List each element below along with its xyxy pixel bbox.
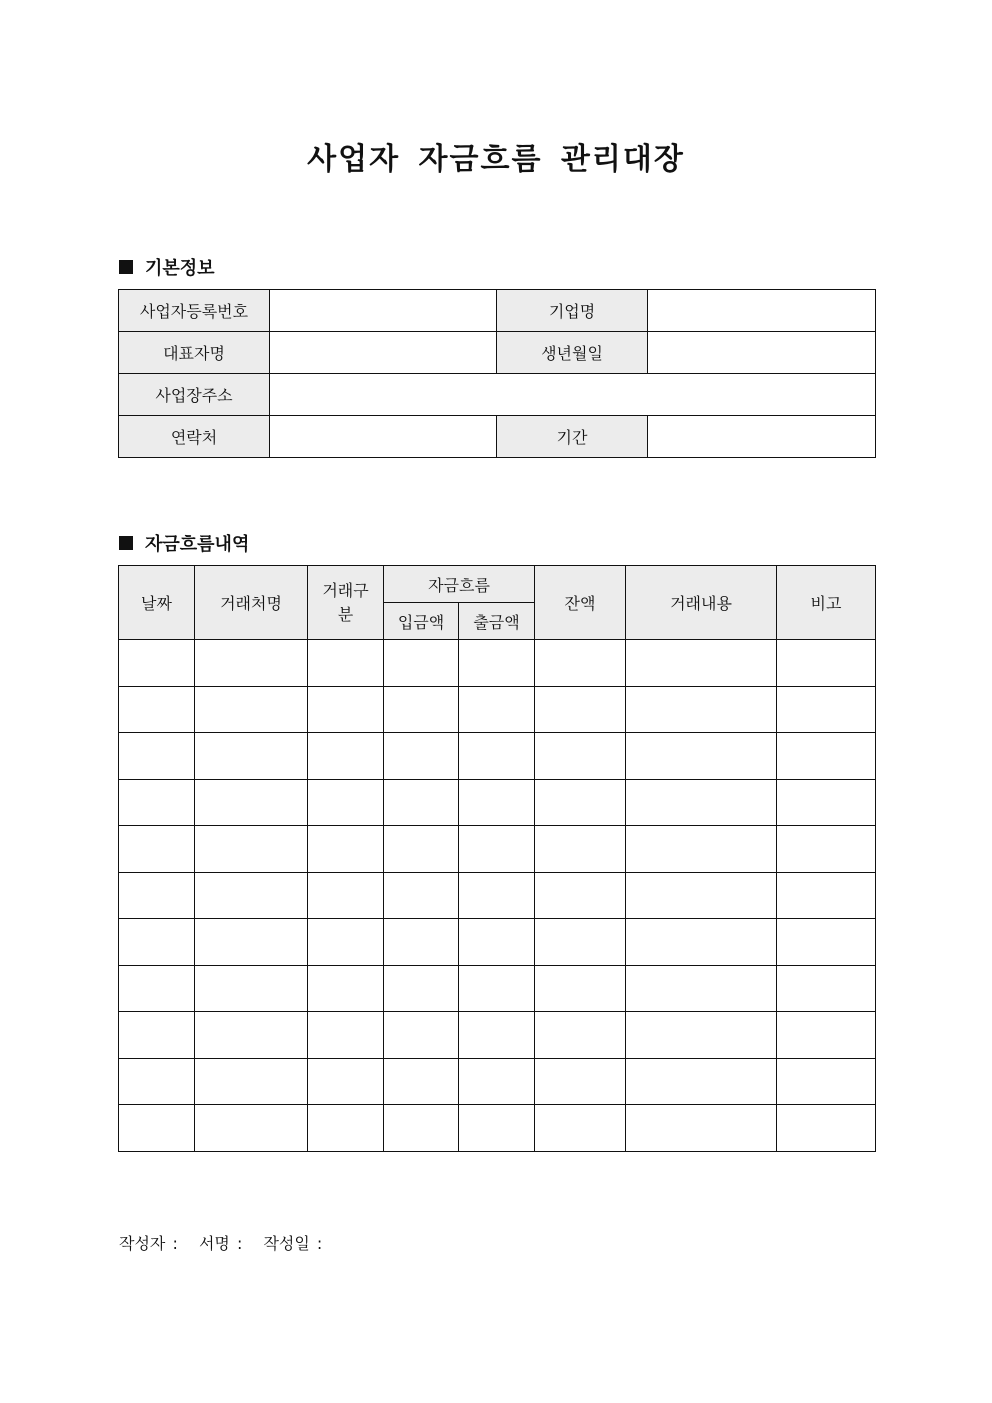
cash-flow-body <box>119 640 876 1152</box>
cell-withdrawal[interactable] <box>459 826 535 873</box>
cell-note[interactable] <box>777 826 876 873</box>
cell-note[interactable] <box>777 1012 876 1059</box>
cell-note[interactable] <box>777 1058 876 1105</box>
cell-note[interactable] <box>777 1105 876 1152</box>
cell-balance[interactable] <box>535 965 626 1012</box>
field-business-reg-no[interactable] <box>270 290 497 332</box>
cell-type[interactable] <box>308 1105 384 1152</box>
cell-partner[interactable] <box>195 919 308 966</box>
info-row <box>119 332 876 374</box>
cell-deposit[interactable] <box>384 919 459 966</box>
cell-deposit[interactable] <box>384 779 459 826</box>
field-birth-date[interactable] <box>648 332 876 374</box>
cell-description[interactable] <box>626 1012 777 1059</box>
cell-partner[interactable] <box>195 733 308 780</box>
cell-note[interactable] <box>777 965 876 1012</box>
label-company-name: 기업명 <box>497 290 648 332</box>
cell-partner[interactable] <box>195 1058 308 1105</box>
cell-partner[interactable] <box>195 826 308 873</box>
cell-type[interactable] <box>308 965 384 1012</box>
label-birth-date: 생년월일 <box>497 332 648 374</box>
table-row <box>119 640 876 687</box>
cell-withdrawal[interactable] <box>459 872 535 919</box>
cell-description[interactable] <box>626 640 777 687</box>
table-row <box>119 1058 876 1105</box>
header-date: 날짜 <box>119 566 195 640</box>
field-company-name[interactable] <box>648 290 876 332</box>
cell-balance[interactable] <box>535 1058 626 1105</box>
cell-type[interactable] <box>308 872 384 919</box>
table-row <box>119 1105 876 1152</box>
header-description: 거래내용 <box>626 566 777 640</box>
cell-date[interactable] <box>119 919 195 966</box>
table-row <box>119 779 876 826</box>
cell-note[interactable] <box>777 919 876 966</box>
table-row <box>119 686 876 733</box>
basic-info-heading <box>119 254 215 280</box>
cell-date[interactable] <box>119 733 195 780</box>
header-balance: 잔액 <box>535 566 626 640</box>
cell-type[interactable] <box>308 686 384 733</box>
info-row <box>119 374 876 416</box>
cell-withdrawal[interactable] <box>459 640 535 687</box>
cell-type[interactable] <box>308 1012 384 1059</box>
cell-balance[interactable] <box>535 686 626 733</box>
cell-balance[interactable] <box>535 1012 626 1059</box>
cell-balance[interactable] <box>535 826 626 873</box>
cell-deposit[interactable] <box>384 640 459 687</box>
cell-date[interactable] <box>119 686 195 733</box>
cell-balance[interactable] <box>535 640 626 687</box>
signature-label: 서명 : <box>198 1234 243 1253</box>
label-contact: 연락처 <box>119 416 270 458</box>
cell-type[interactable] <box>308 1058 384 1105</box>
header-deposit: 입금액 <box>384 603 459 640</box>
cell-description[interactable] <box>626 733 777 780</box>
cell-description[interactable] <box>626 919 777 966</box>
cell-deposit[interactable] <box>384 872 459 919</box>
cell-note[interactable] <box>777 779 876 826</box>
cell-date[interactable] <box>119 640 195 687</box>
header-partner: 거래처명 <box>195 566 308 640</box>
table-row <box>119 826 876 873</box>
cell-type[interactable] <box>308 779 384 826</box>
cell-description[interactable] <box>626 1105 777 1152</box>
info-row <box>119 290 876 332</box>
cell-type[interactable] <box>308 640 384 687</box>
cell-description[interactable] <box>626 779 777 826</box>
cell-description[interactable] <box>626 872 777 919</box>
table-row <box>119 919 876 966</box>
field-contact[interactable] <box>270 416 497 458</box>
cell-description[interactable] <box>626 826 777 873</box>
label-representative: 대표자명 <box>119 332 270 374</box>
cell-withdrawal[interactable] <box>459 1105 535 1152</box>
cell-partner[interactable] <box>195 686 308 733</box>
field-period[interactable] <box>648 416 876 458</box>
cell-date[interactable] <box>119 779 195 826</box>
basic-info-table <box>118 289 876 458</box>
cash-flow-heading <box>119 530 249 556</box>
cell-description[interactable] <box>626 965 777 1012</box>
cell-partner[interactable] <box>195 779 308 826</box>
cell-partner[interactable] <box>195 1105 308 1152</box>
cell-date[interactable] <box>119 1058 195 1105</box>
label-business-reg-no: 사업자등록번호 <box>119 290 270 332</box>
cell-date[interactable] <box>119 1012 195 1059</box>
label-period: 기간 <box>497 416 648 458</box>
cell-deposit[interactable] <box>384 733 459 780</box>
header-row <box>119 566 876 603</box>
cell-partner[interactable] <box>195 872 308 919</box>
cell-partner[interactable] <box>195 640 308 687</box>
cash-flow-table <box>118 565 876 1152</box>
cell-type[interactable] <box>308 826 384 873</box>
cell-deposit[interactable] <box>384 1012 459 1059</box>
basic-info-heading-label: 기본정보 <box>145 258 215 279</box>
cell-note[interactable] <box>777 686 876 733</box>
cell-deposit[interactable] <box>384 965 459 1012</box>
cell-note[interactable] <box>777 733 876 780</box>
field-representative[interactable] <box>270 332 497 374</box>
cell-date[interactable] <box>119 826 195 873</box>
cell-date[interactable] <box>119 965 195 1012</box>
cell-deposit[interactable] <box>384 1058 459 1105</box>
table-row <box>119 872 876 919</box>
cell-withdrawal[interactable] <box>459 919 535 966</box>
cell-date[interactable] <box>119 1105 195 1152</box>
header-withdrawal: 출금액 <box>459 603 535 640</box>
cell-balance[interactable] <box>535 779 626 826</box>
cell-partner[interactable] <box>195 965 308 1012</box>
cell-balance[interactable] <box>535 1105 626 1152</box>
cell-note[interactable] <box>777 640 876 687</box>
date-label: 작성일 : <box>263 1234 323 1253</box>
table-row <box>119 733 876 780</box>
cell-type[interactable] <box>308 919 384 966</box>
cell-note[interactable] <box>777 872 876 919</box>
cell-date[interactable] <box>119 872 195 919</box>
cell-deposit[interactable] <box>384 686 459 733</box>
info-row <box>119 416 876 458</box>
black-square-icon <box>119 536 133 550</box>
cell-description[interactable] <box>626 1058 777 1105</box>
label-business-address: 사업장주소 <box>119 374 270 416</box>
cell-description[interactable] <box>626 686 777 733</box>
cell-withdrawal[interactable] <box>459 779 535 826</box>
header-note: 비고 <box>777 566 876 640</box>
cell-deposit[interactable] <box>384 826 459 873</box>
table-row <box>119 965 876 1012</box>
cash-flow-heading-label: 자금흐름내역 <box>145 534 250 555</box>
field-business-address[interactable] <box>270 374 876 416</box>
cell-balance[interactable] <box>535 919 626 966</box>
cell-balance[interactable] <box>535 733 626 780</box>
black-square-icon <box>119 260 133 274</box>
header-type: 거래구분 <box>308 566 384 640</box>
cell-balance[interactable] <box>535 872 626 919</box>
cell-withdrawal[interactable] <box>459 1058 535 1105</box>
cell-deposit[interactable] <box>384 1105 459 1152</box>
author-label: 작성자 : <box>119 1234 178 1253</box>
cell-withdrawal[interactable] <box>459 686 535 733</box>
document-title: 사업자 자금흐름 관리대장 <box>307 142 685 177</box>
signature-footer <box>119 1231 336 1254</box>
cell-withdrawal[interactable] <box>459 733 535 780</box>
cell-partner[interactable] <box>195 1012 308 1059</box>
table-row <box>119 1012 876 1059</box>
header-flow-group: 자금흐름 <box>384 566 535 603</box>
cell-type[interactable] <box>308 733 384 780</box>
cell-withdrawal[interactable] <box>459 965 535 1012</box>
cell-withdrawal[interactable] <box>459 1012 535 1059</box>
